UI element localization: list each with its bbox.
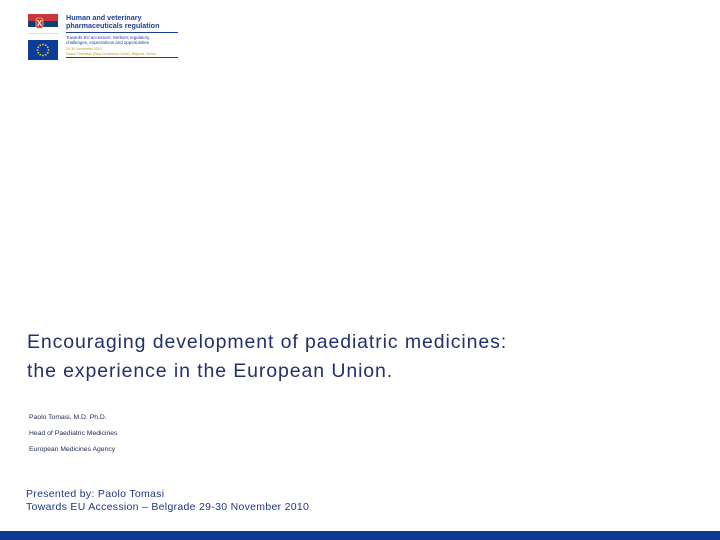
author-block (29, 413, 117, 461)
serbia-flag-icon (28, 14, 58, 34)
logo-text-block (66, 14, 178, 58)
serbia-coat-of-arms-icon (28, 14, 58, 34)
logo-title-line-1: Human and veterinary (66, 13, 142, 22)
conference-logo (28, 14, 178, 64)
author-name: Paolo Tomasi, M.D. Ph.D. (29, 414, 107, 421)
logo-divider (66, 32, 178, 33)
logo-date: 29-30 November 2010 (66, 47, 102, 52)
slide-title-line-1: Encouraging development of paediatric medicines: (27, 331, 508, 353)
eu-flag-icon (28, 40, 58, 60)
slide-title (27, 328, 687, 386)
logo-subtitle-line-1: Towards EU accession: Serbia's regulatory (66, 34, 150, 40)
logo-title-line-2: pharmaceuticals regulation (66, 21, 160, 31)
presentation-footer (26, 488, 309, 514)
logo-venue: Palace Federation (Sava Conference Centre), Belgrade, Serbia (66, 51, 156, 56)
author-organization: European Medicines Agency (29, 446, 116, 453)
logo-divider-bottom (66, 57, 178, 58)
event-line: Towards EU Accession – Belgrade 29-30 November 2010 (26, 501, 310, 513)
presented-by: Presented by: Paolo Tomasi (26, 488, 165, 500)
slide-title-line-2: the experience in the European Union. (27, 360, 394, 382)
logo-subtitle-line-2: challenges, expectations and opportunities (66, 40, 149, 46)
eu-stars-icon (28, 40, 58, 60)
author-role: Head of Paediatric Medicines (29, 430, 118, 437)
bottom-bar (0, 531, 720, 540)
